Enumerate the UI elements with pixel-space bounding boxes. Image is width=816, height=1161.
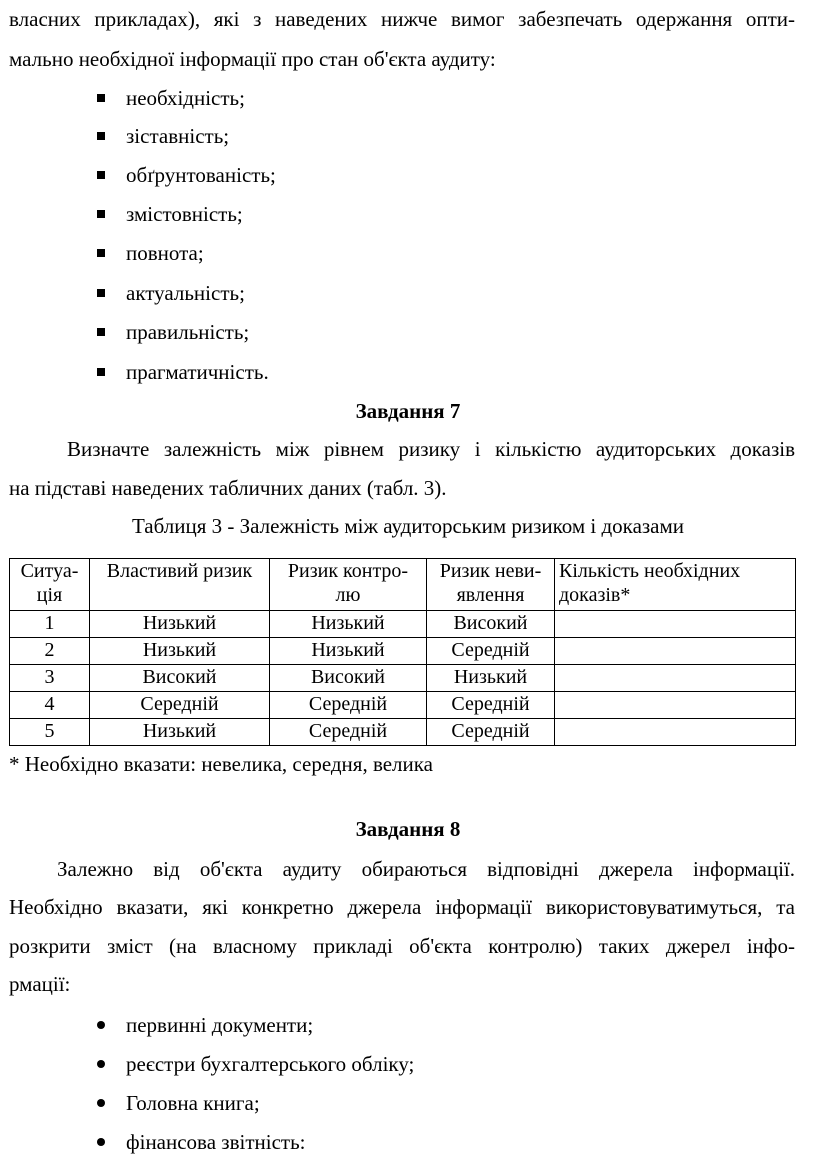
task7-title: Завдання 7 [355,399,461,423]
task8-paragraph-line-3: розкрити зміст (на власному прикладі об'єкта контролю) таких джерел інфо- [9,934,795,958]
table-cell: Середній [90,692,270,719]
table-cell: Низький [90,611,270,638]
task8-paragraph-line-1: Залежно від об'єкта аудиту обираються відповідні джерела інформації. [57,857,795,881]
table-cell: Високий [427,611,555,638]
risk-evidence-table [9,558,796,746]
table-cell: Середній [427,692,555,719]
table-header-row [10,559,796,611]
task7-paragraph-line-1: Визначте залежність між рівнем ризику і кількістю аудиторських доказів [67,437,795,461]
table-row [10,692,796,719]
round-bullet-icon [97,1021,105,1029]
document-page: власних прикладах), які з наведених нижче вимог забезпечать одержання опти- мально необхідної інформації про стан об'єкта аудиту: необхідність; зіставність; обґрунтованість; змістовність; повнота; актуальність; правильність; прагматичність. Завдання 7 Визначте залежність між рівнем ризику і кількістю аудиторських доказів на підставі наведених табличних даних (табл. 3). Таблиця 3 - Залежність між аудиторським ризиком і доказами Ситуа- ція Властивий ризик Ризик контро- лю Ризик неви- явлення Кількість необхідних доказів* 1 Низький Низький Високий 2 Низький Низький Середній 3 Високий Високий Низький 4 Середній Середній Середній 5 Низький Середній Середній * Необхідно вказати: невелика, середня, велика Завдання 8 Залежно від об'єкта аудиту обираються відповідні джерела інформації. Необхідно вказати, які конкретно джерела інформації використовуватимуться, та розкрити зміст (на власному прикладі об'єкта контролю) таких джерел інфо- рмації: первинні документи; реєстри бухгалтерського обліку; Головна книга; фінансова звітність: [0,0,816,1161]
table-cell: Високий [270,665,427,692]
table-caption: Таблиця 3 - Залежність між аудиторським ризиком і доказами [131,514,685,538]
table-cell: 2 [10,638,90,665]
square-bullet-icon [97,368,105,376]
table-row [10,611,796,638]
table-cell: Середній [270,692,427,719]
table-cell: Низький [427,665,555,692]
square-bullet-icon [97,171,105,179]
square-bullet-icon [97,132,105,140]
table-cell: Низький [270,638,427,665]
table-cell: 3 [10,665,90,692]
square-bullet-icon [97,94,105,102]
table-cell [555,638,796,665]
table-cell: Низький [90,719,270,746]
header-evidence-amount: Кількість необхідних доказів* [555,559,796,611]
table-cell: 4 [10,692,90,719]
intro-line-2: мально необхідної інформації про стан об'єкта аудиту: [9,47,496,71]
square-bullet-icon [97,249,105,257]
intro-line-1: власних прикладах), які з наведених нижче вимог забезпечать одержання опти- [9,7,795,31]
table-row [10,665,796,692]
table-cell: Середній [427,638,555,665]
table-cell: Середній [270,719,427,746]
table-cell: Середній [427,719,555,746]
table-cell: Низький [90,638,270,665]
table-cell [555,719,796,746]
task8-paragraph-line-2: Необхідно вказати, які конкретно джерела інформації використовуватимуться, та [9,895,795,919]
header-situation: Ситуа- ція [10,559,90,611]
task8-title: Завдання 8 [355,817,461,841]
round-bullet-icon [97,1060,105,1068]
table-footnote: * Необхідно вказати: невелика, середня, велика [9,752,433,776]
header-detection-risk: Ризик неви- явлення [427,559,555,611]
header-control-risk: Ризик контро- лю [270,559,427,611]
table-cell [555,665,796,692]
task8-paragraph-line-4: рмації: [9,972,71,996]
table-cell: Високий [90,665,270,692]
table-cell [555,611,796,638]
round-bullet-icon [97,1099,105,1107]
table-row [10,638,796,665]
table-cell [555,692,796,719]
square-bullet-icon [97,210,105,218]
table-cell: Низький [270,611,427,638]
task7-paragraph-line-2: на підставі наведених табличних даних (табл. 3). [9,476,447,500]
square-bullet-icon [97,289,105,297]
table-cell: 1 [10,611,90,638]
table-row [10,719,796,746]
table-cell: 5 [10,719,90,746]
round-bullet-icon [97,1138,105,1146]
square-bullet-icon [97,328,105,336]
header-inherent-risk: Властивий ризик [90,559,270,611]
